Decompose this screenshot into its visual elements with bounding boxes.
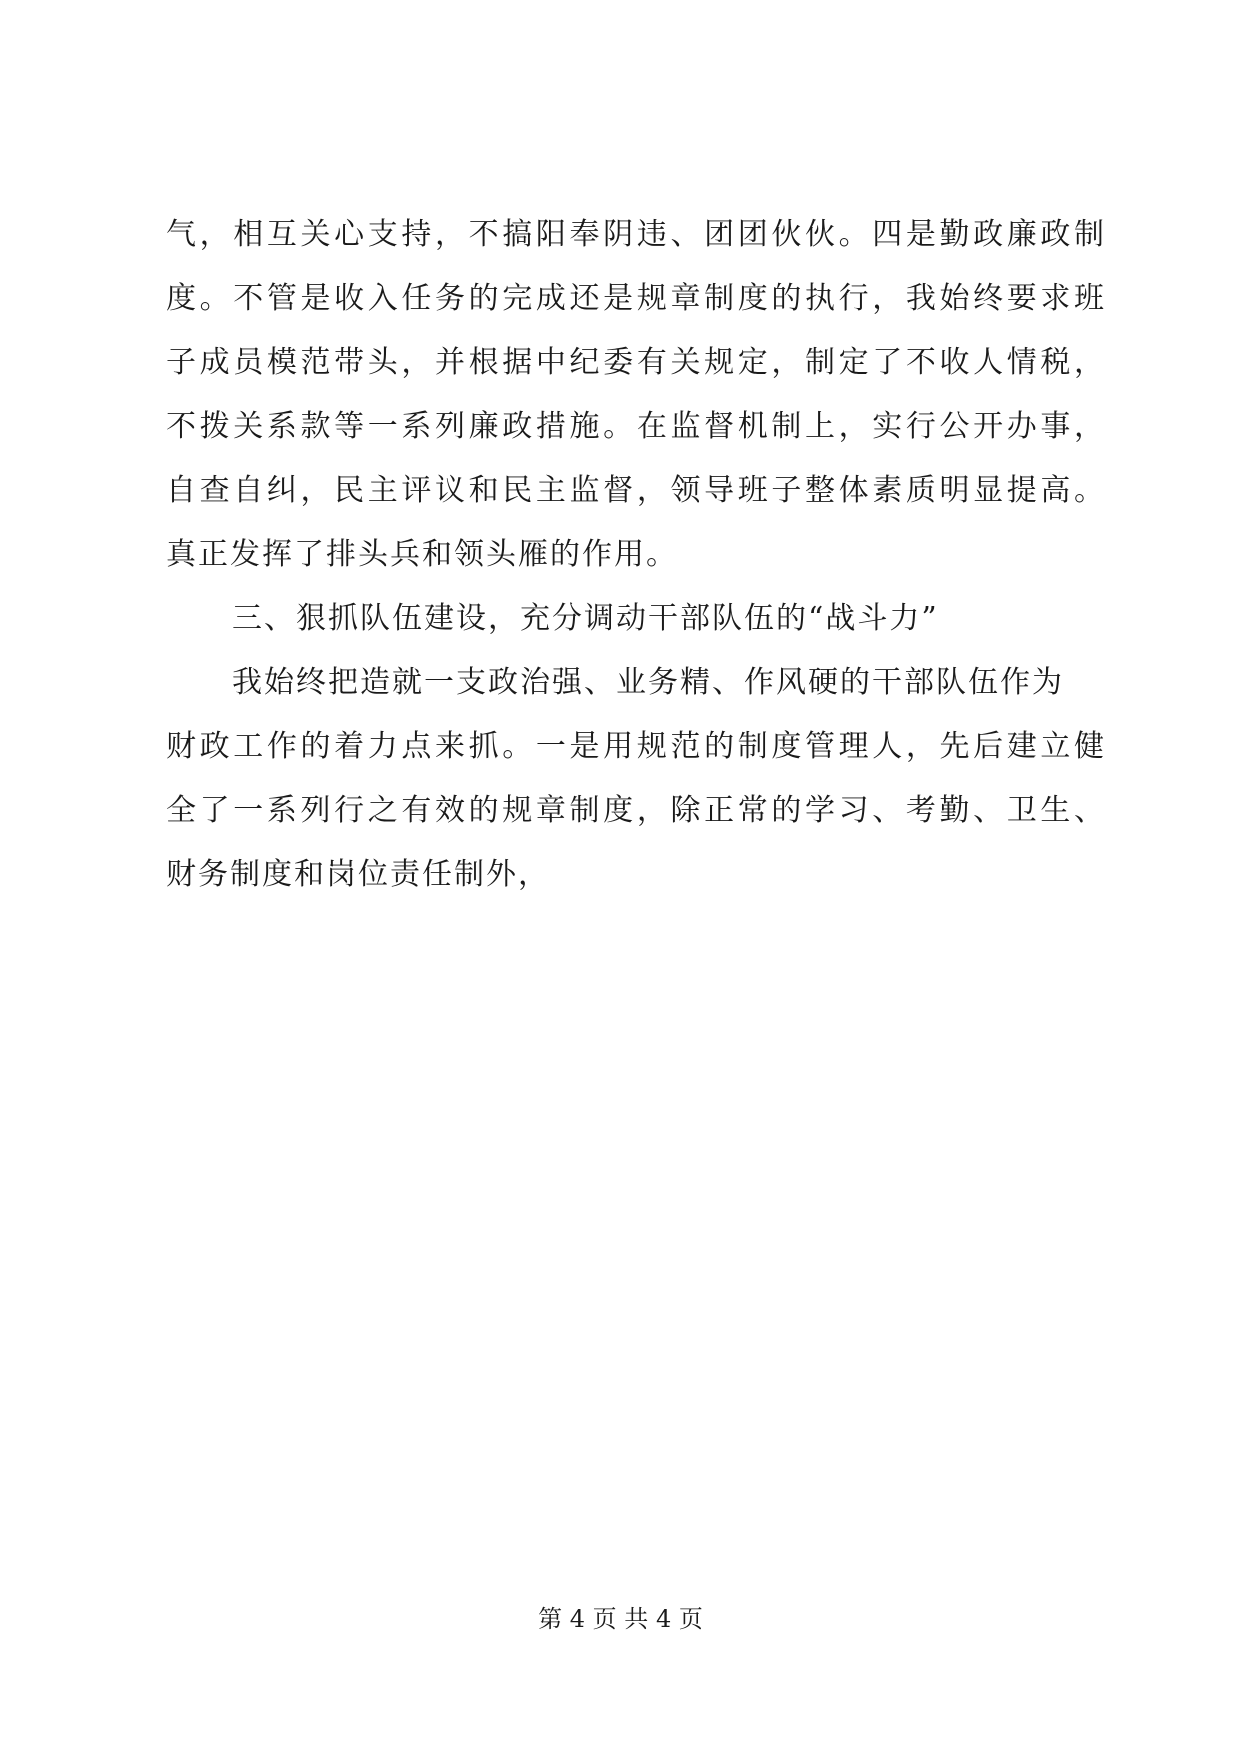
text-line: 度。不管是收入任务的完成还是规章制度的执行，我始终要求班 [166,281,1106,316]
section-heading: 三、狠抓队伍建设，充分调动干部队伍的“战斗力” [232,601,939,636]
body-text [166,203,1106,907]
text-line: 气，相互关心支持，不搞阳奉阴违、团团伙伙。四是勤政廉政制 [166,217,1106,252]
text-line: 不拨关系款等一系列廉政措施。在监督机制上，实行公开办事， [166,409,1106,444]
text-line: 自查自纠，民主评议和民主监督，领导班子整体素质明显提高。 [166,473,1106,508]
text-line: 全了一系列行之有效的规章制度，除正常的学习、考勤、卫生、 [166,793,1106,828]
text-line: 我始终把造就一支政治强、业务精、作风硬的干部队伍作为 [232,665,1064,700]
page-number-footer: 第 4 页 共 4 页 [538,1605,703,1633]
text-line: 财政工作的着力点来抓。一是用规范的制度管理人，先后建立健 [166,729,1106,764]
text-line: 真正发挥了排头兵和领头雁的作用。 [166,537,678,572]
text-line: 财务制度和岗位责任制外， [166,857,550,892]
text-line: 子成员模范带头，并根据中纪委有关规定，制定了不收人情税， [166,345,1106,380]
